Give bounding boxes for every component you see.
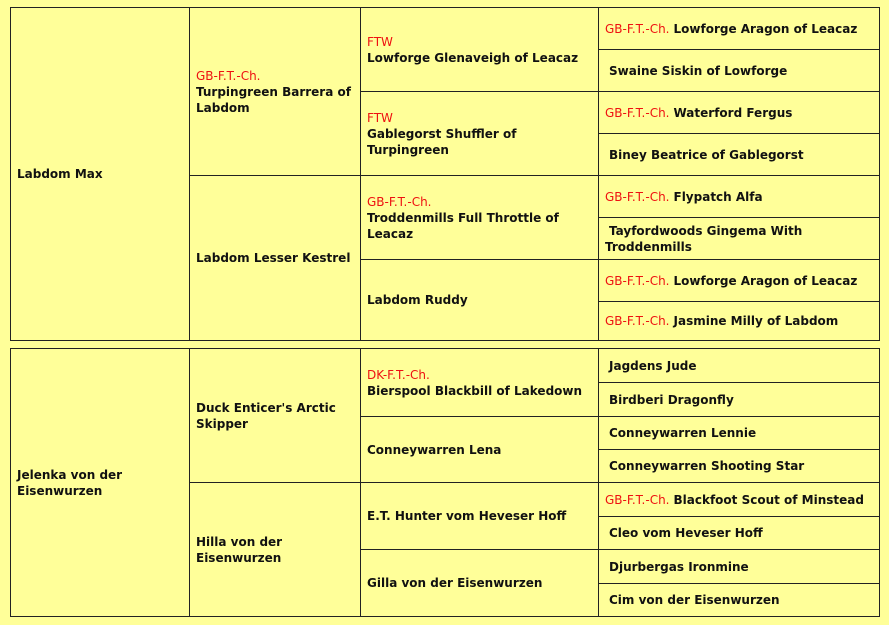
pedigree-cell-grandparent <box>361 550 599 617</box>
dog-name: Labdom Max <box>17 167 103 181</box>
dog-name: Jagdens Jude <box>609 358 697 373</box>
dog-name: Jasmine Milly of Labdom <box>673 314 839 328</box>
dog-name: Troddenmills Full Throttle of Leacaz <box>367 210 559 241</box>
pedigree-table-dam <box>10 348 880 617</box>
pedigree-cell-grandparent <box>361 92 599 176</box>
pedigree-cell-great-grandparent <box>599 92 880 134</box>
pedigree-cell-great-grandparent <box>599 176 880 218</box>
dog-name: Bierspool Blackbill of Lakedown <box>367 383 583 398</box>
dog-name: Conneywarren Lena <box>367 442 502 457</box>
pedigree-cell-parent <box>190 176 361 341</box>
pedigree-cell-great-grandparent <box>599 260 880 302</box>
pedigree-cell-parent <box>190 349 361 483</box>
pedigree-cell-great-grandparent <box>599 517 880 550</box>
dog-name: Gablegorst Shuffler of Turpingreen <box>367 126 517 157</box>
pedigree-cell-great-grandparent <box>599 584 880 617</box>
pedigree-table-sire <box>10 7 880 341</box>
pedigree-cell-grandparent <box>361 260 599 341</box>
dog-name: E.T. Hunter vom Heveser Hoff <box>367 509 567 523</box>
dog-name: Hilla von der Eisenwurzen <box>196 534 283 565</box>
dog-name: Biney Beatrice of Gablegorst <box>609 147 804 162</box>
pedigree-cell-root <box>11 8 190 341</box>
dog-name: Duck Enticer's Arctic Skipper <box>196 400 336 431</box>
dog-name: Lowforge Glenaveigh of Leacaz <box>367 50 579 65</box>
dog-title: DK-F.T.-Ch. <box>367 367 430 382</box>
dog-name: Cleo vom Heveser Hoff <box>609 526 763 540</box>
dog-name: Flypatch Alfa <box>673 189 763 204</box>
pedigree-cell-root <box>11 349 190 617</box>
pedigree-cell-great-grandparent <box>599 134 880 176</box>
dog-title: GB-F.T.-Ch. <box>605 189 670 204</box>
pedigree-cell-parent <box>190 8 361 176</box>
dog-name: Birdberi Dragonfly <box>609 392 734 407</box>
dog-name: Jelenka von der Eisenwurzen <box>17 467 123 498</box>
dog-name: Conneywarren Shooting Star <box>609 459 805 473</box>
pedigree-cell-great-grandparent <box>599 450 880 483</box>
dog-name: Lowforge Aragon of Leacaz <box>673 273 858 288</box>
pedigree-cell-grandparent <box>361 8 599 92</box>
dog-title: GB-F.T.-Ch. <box>605 21 670 36</box>
pedigree-cell-grandparent <box>361 349 599 417</box>
dog-title: GB-F.T.-Ch. <box>605 105 670 120</box>
pedigree-cell-great-grandparent <box>599 550 880 584</box>
pedigree-cell-great-grandparent <box>599 302 880 341</box>
pedigree-cell-great-grandparent <box>599 50 880 92</box>
pedigree-cell-great-grandparent <box>599 8 880 50</box>
dog-name: Labdom Ruddy <box>367 293 468 307</box>
dog-name: Gilla von der Eisenwurzen <box>367 576 543 590</box>
pedigree-cell-parent <box>190 483 361 617</box>
pedigree-cell-great-grandparent <box>599 349 880 383</box>
pedigree-cell-great-grandparent <box>599 417 880 450</box>
dog-name: Waterford Fergus <box>673 105 793 120</box>
pedigree-cell-grandparent <box>361 176 599 260</box>
pedigree-cell-great-grandparent <box>599 218 880 260</box>
pedigree-cell-grandparent <box>361 417 599 483</box>
dog-name: Lowforge Aragon of Leacaz <box>673 21 858 36</box>
dog-title: GB-F.T.-Ch. <box>196 68 261 83</box>
pedigree-cell-grandparent <box>361 483 599 550</box>
dog-title: GB-F.T.-Ch. <box>605 492 670 507</box>
dog-name: Turpingreen Barrera of Labdom <box>196 84 351 115</box>
dog-title: GB-F.T.-Ch. <box>367 194 432 209</box>
dog-name: Labdom Lesser Kestrel <box>196 251 351 265</box>
dog-title: FTW <box>367 34 393 49</box>
dog-name: Cim von der Eisenwurzen <box>609 593 780 607</box>
dog-name: Conneywarren Lennie <box>609 426 757 440</box>
dog-name: Blackfoot Scout of Minstead <box>673 492 864 507</box>
dog-title: GB-F.T.-Ch. <box>605 314 670 328</box>
dog-name: Swaine Siskin of Lowforge <box>609 63 788 78</box>
dog-title: GB-F.T.-Ch. <box>605 273 670 288</box>
dog-title: FTW <box>367 110 393 125</box>
dog-name: Tayfordwoods Gingema With Troddenmills <box>605 223 803 254</box>
dog-name: Djurbergas Ironmine <box>609 559 749 574</box>
pedigree-cell-great-grandparent <box>599 383 880 417</box>
pedigree-cell-great-grandparent <box>599 483 880 517</box>
